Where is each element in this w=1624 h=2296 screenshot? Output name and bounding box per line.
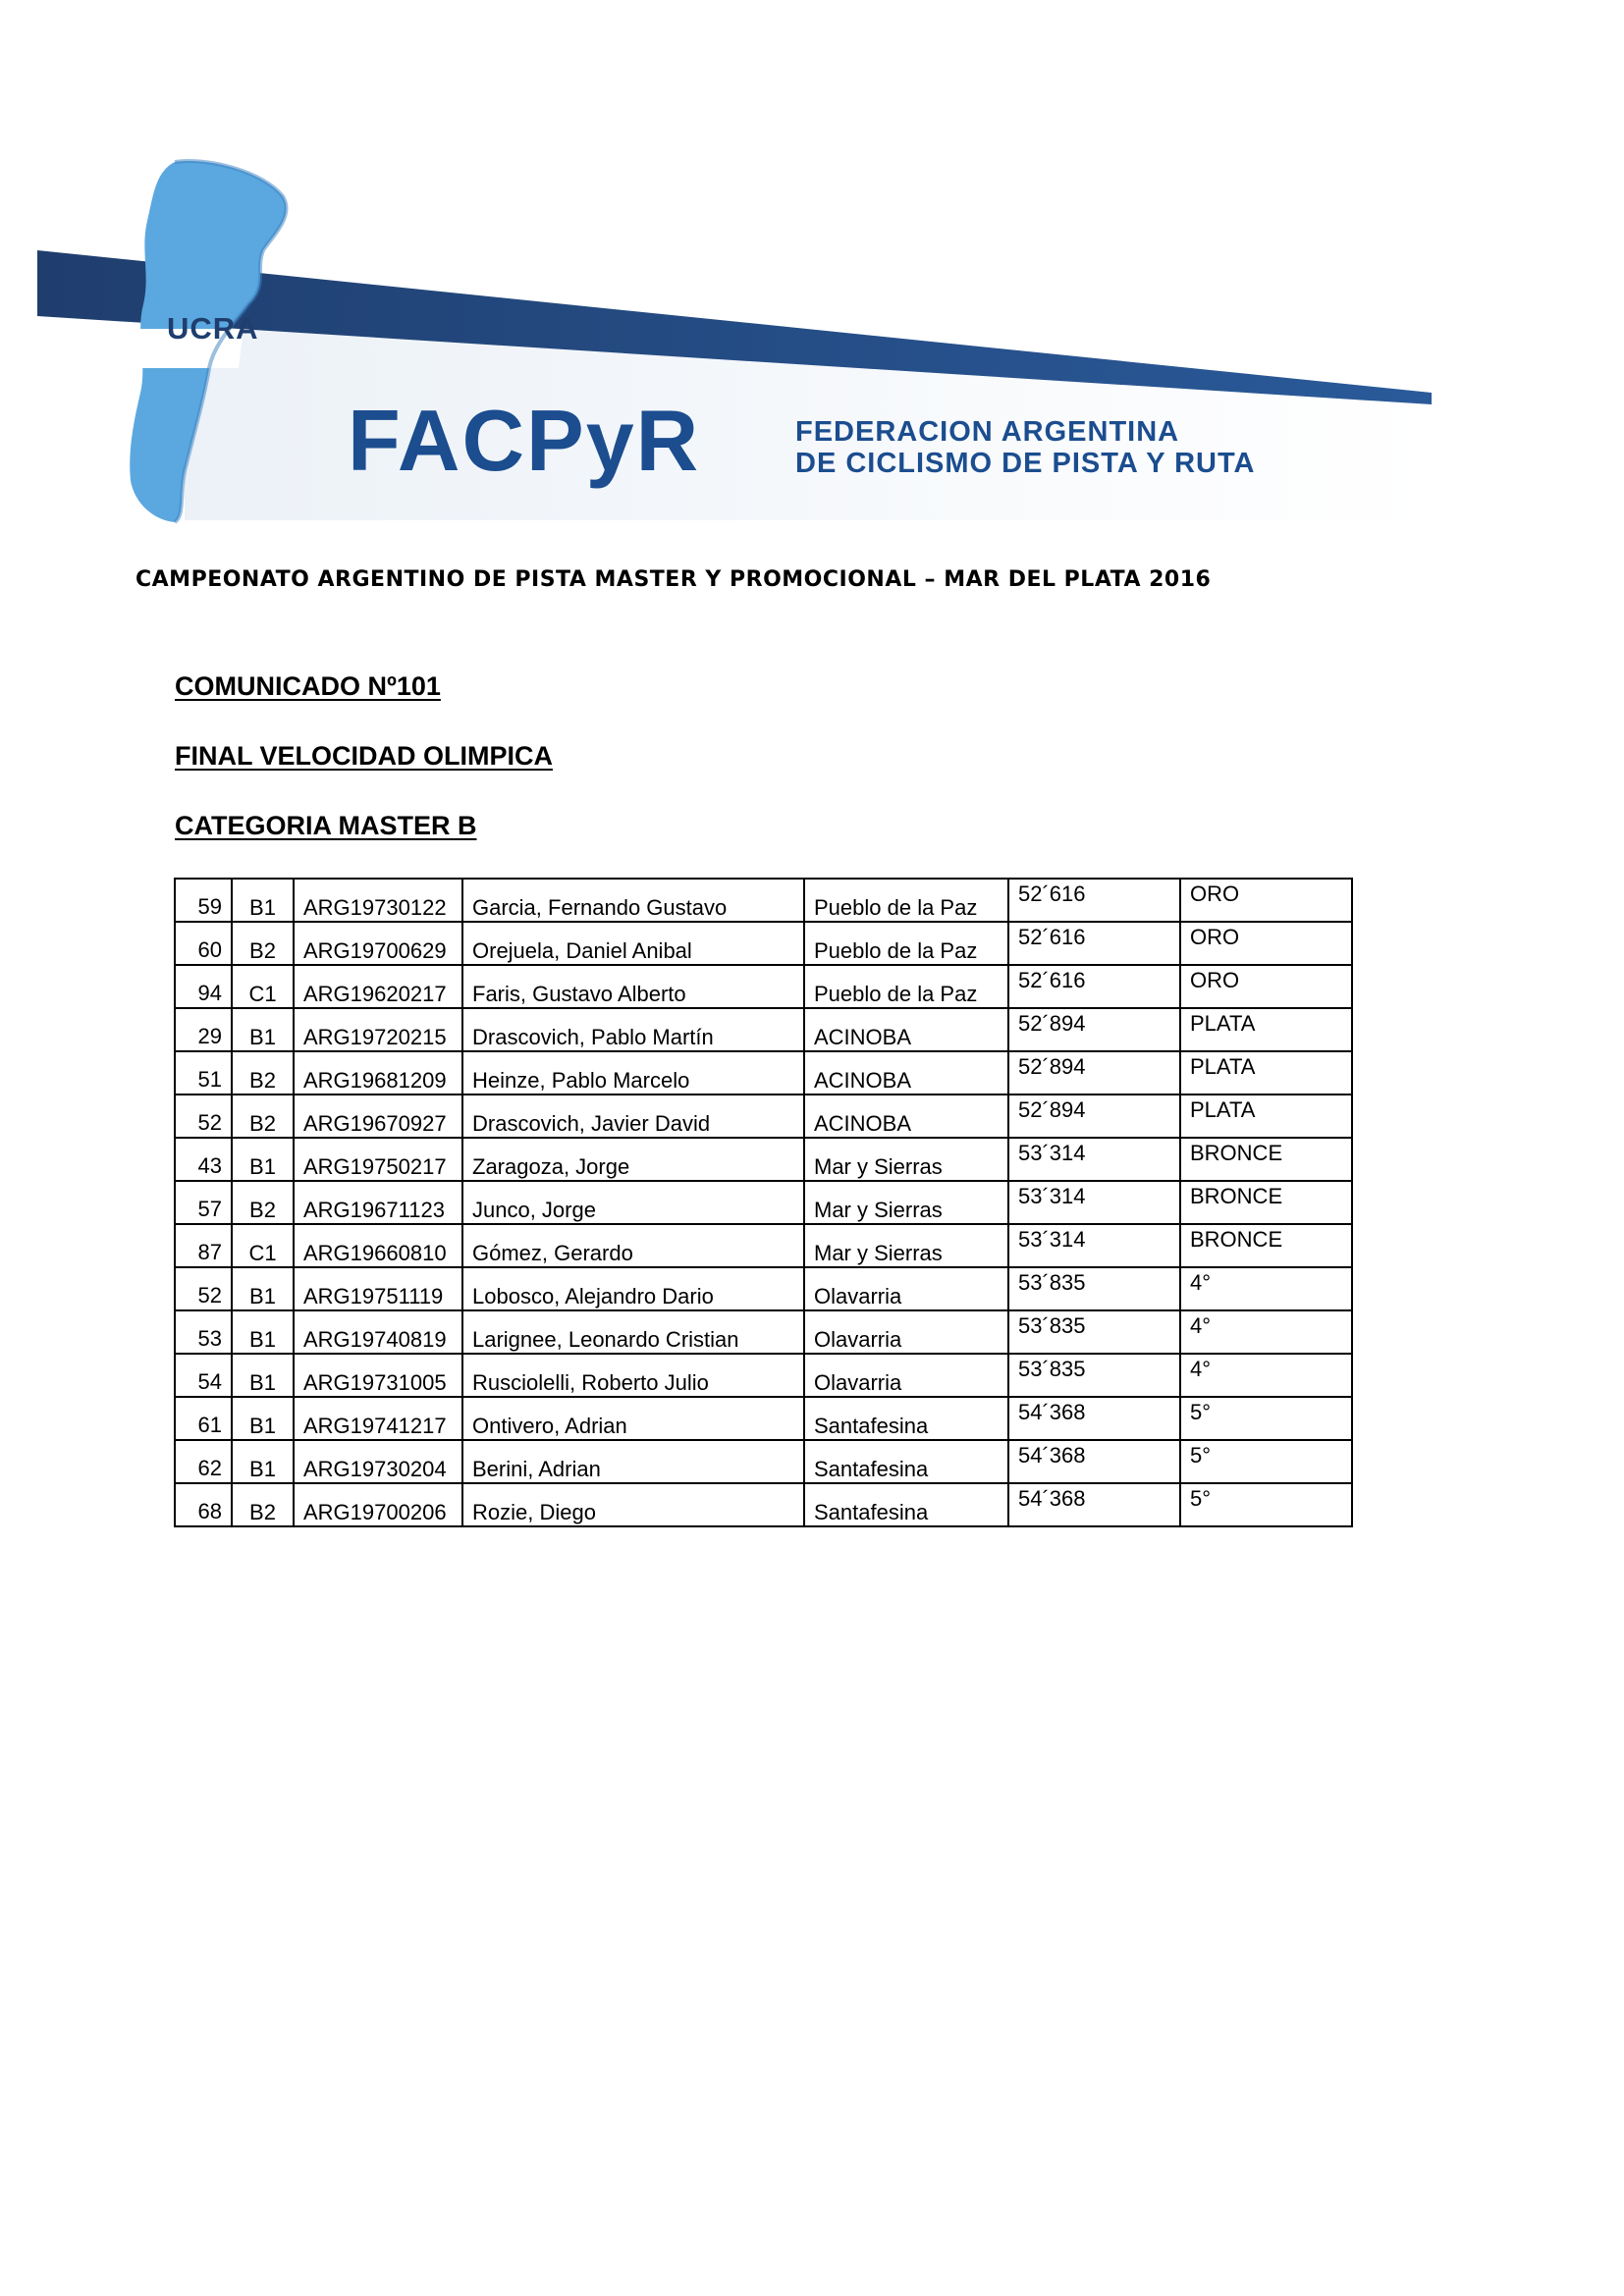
category: B2 [249, 1500, 276, 1524]
placement: ORO [1190, 968, 1240, 992]
table-row [175, 1267, 1352, 1310]
placement: BRONCE [1190, 1184, 1283, 1208]
club: ACINOBA [814, 1111, 912, 1136]
license: ARG19751119 [303, 1284, 444, 1308]
license: ARG19620217 [303, 982, 447, 1006]
placement-cell [1180, 1224, 1352, 1267]
placement: PLATA [1190, 1011, 1256, 1036]
club-cell [804, 1181, 1008, 1224]
license: ARG19730122 [303, 895, 447, 920]
time-cell [1008, 1181, 1180, 1224]
category-cell [232, 1310, 294, 1354]
rider-name: Berini, Adrian [472, 1457, 601, 1481]
time-cell [1008, 965, 1180, 1008]
time: 54´368 [1018, 1486, 1086, 1511]
club: Mar y Sierras [814, 1241, 943, 1265]
license: ARG19681209 [303, 1068, 447, 1093]
rider-name: Larignee, Leonardo Cristian [472, 1327, 739, 1352]
club: Mar y Sierras [814, 1198, 943, 1222]
license-cell [294, 1483, 462, 1526]
club: ACINOBA [814, 1025, 912, 1049]
rider-name-cell [462, 922, 804, 965]
club: Mar y Sierras [814, 1154, 943, 1179]
time: 53´835 [1018, 1357, 1086, 1381]
category: B1 [249, 1370, 276, 1395]
table-row [175, 1440, 1352, 1483]
time-cell [1008, 1051, 1180, 1095]
placement-cell [1180, 1397, 1352, 1440]
table-row [175, 1224, 1352, 1267]
table-row [175, 922, 1352, 965]
time: 53´835 [1018, 1270, 1086, 1295]
table-row [175, 1310, 1352, 1354]
categoria-heading: CATEGORIA MASTER B [175, 811, 477, 840]
time-cell [1008, 1483, 1180, 1526]
placement-cell [1180, 965, 1352, 1008]
category-cell [232, 1440, 294, 1483]
club-cell [804, 1008, 1008, 1051]
category: B1 [249, 1327, 276, 1352]
category: B1 [249, 1457, 276, 1481]
logo-fed-line1: FEDERACION ARGENTINA [795, 416, 1180, 448]
license-cell [294, 1354, 462, 1397]
time: 52´894 [1018, 1097, 1086, 1122]
category-cell [232, 1051, 294, 1095]
bib-number-cell [175, 1483, 232, 1526]
club-cell [804, 1397, 1008, 1440]
results-table [174, 878, 1353, 1527]
table-row [175, 1181, 1352, 1224]
rider-name: Orejuela, Daniel Anibal [472, 938, 692, 963]
rider-name: Drascovich, Pablo Martín [472, 1025, 714, 1049]
placement: 5° [1190, 1443, 1212, 1468]
rider-name: Drascovich, Javier David [472, 1111, 711, 1136]
placement: 5° [1190, 1400, 1212, 1424]
rider-name-cell [462, 1095, 804, 1138]
placement: 5° [1190, 1486, 1212, 1511]
bib-number: 53 [197, 1326, 222, 1351]
logo-federation-name [795, 416, 1256, 479]
bib-number-cell [175, 922, 232, 965]
table-row [175, 1483, 1352, 1526]
license-cell [294, 1397, 462, 1440]
bib-number: 54 [197, 1369, 222, 1394]
category-cell [232, 1095, 294, 1138]
time-cell [1008, 1310, 1180, 1354]
club-cell [804, 1267, 1008, 1310]
rider-name: Faris, Gustavo Alberto [472, 982, 686, 1006]
category: C1 [248, 1241, 277, 1265]
table-row [175, 1008, 1352, 1051]
category-cell [232, 1138, 294, 1181]
bib-number: 59 [197, 894, 222, 919]
bib-number-cell [175, 1008, 232, 1051]
placement: PLATA [1190, 1054, 1256, 1079]
rider-name-cell [462, 1267, 804, 1310]
category: B2 [249, 1111, 276, 1136]
license: ARG19671123 [303, 1198, 445, 1222]
club-cell [804, 1354, 1008, 1397]
rider-name: Rusciolelli, Roberto Julio [472, 1370, 709, 1395]
bib-number: 51 [197, 1067, 222, 1092]
category: B1 [249, 1025, 276, 1049]
license-cell [294, 922, 462, 965]
license-cell [294, 1051, 462, 1095]
bib-number-cell [175, 1224, 232, 1267]
placement-cell [1180, 1267, 1352, 1310]
time-cell [1008, 1267, 1180, 1310]
time: 52´894 [1018, 1054, 1086, 1079]
placement: ORO [1190, 881, 1240, 906]
bib-number: 94 [197, 981, 222, 1005]
club: Pueblo de la Paz [814, 982, 978, 1006]
bib-number-cell [175, 1267, 232, 1310]
category-cell [232, 1224, 294, 1267]
license: ARG19670927 [303, 1111, 447, 1136]
placement-cell [1180, 922, 1352, 965]
time: 52´616 [1018, 881, 1086, 906]
time: 52´894 [1018, 1011, 1086, 1036]
bib-number: 29 [197, 1024, 222, 1048]
placement-cell [1180, 1095, 1352, 1138]
license-cell [294, 1138, 462, 1181]
club: Santafesina [814, 1457, 929, 1481]
category: B1 [249, 1414, 276, 1438]
placement-cell [1180, 1354, 1352, 1397]
time-cell [1008, 879, 1180, 922]
club: Olavarria [814, 1370, 902, 1395]
bib-number: 62 [197, 1456, 222, 1480]
license: ARG19750217 [303, 1154, 447, 1179]
rider-name: Garcia, Fernando Gustavo [472, 895, 728, 920]
event-title: CAMPEONATO ARGENTINO DE PISTA MASTER Y PROMOCIONAL – MAR DEL PLATA 2016 [135, 567, 1212, 592]
time-cell [1008, 1095, 1180, 1138]
time: 52´616 [1018, 968, 1086, 992]
license-cell [294, 1267, 462, 1310]
bib-number-cell [175, 1138, 232, 1181]
category: B2 [249, 1068, 276, 1093]
rider-name-cell [462, 1397, 804, 1440]
time: 52´616 [1018, 925, 1086, 949]
bib-number-cell [175, 879, 232, 922]
category: B1 [249, 895, 276, 920]
rider-name: Zaragoza, Jorge [472, 1154, 630, 1179]
rider-name-cell [462, 1310, 804, 1354]
category-cell [232, 1181, 294, 1224]
rider-name-cell [462, 1483, 804, 1526]
club-cell [804, 1483, 1008, 1526]
bib-number-cell [175, 1397, 232, 1440]
club: ACINOBA [814, 1068, 912, 1093]
time: 53´314 [1018, 1227, 1086, 1252]
club: Santafesina [814, 1500, 929, 1524]
club: Pueblo de la Paz [814, 895, 978, 920]
rider-name-cell [462, 1051, 804, 1095]
rider-name-cell [462, 1138, 804, 1181]
placement: 4° [1190, 1313, 1212, 1338]
bib-number: 43 [197, 1153, 222, 1178]
bib-number: 87 [197, 1240, 222, 1264]
time-cell [1008, 1354, 1180, 1397]
comunicado-heading: COMUNICADO Nº101 [175, 671, 441, 701]
club: Olavarria [814, 1284, 902, 1308]
license-cell [294, 1181, 462, 1224]
license: ARG19700629 [303, 938, 447, 963]
placement: BRONCE [1190, 1141, 1283, 1165]
category-cell [232, 1483, 294, 1526]
table-row [175, 879, 1352, 922]
logo-facpyr-text: FACPyR [348, 392, 701, 489]
placement-cell [1180, 1483, 1352, 1526]
bib-number: 60 [197, 937, 222, 962]
club-cell [804, 1138, 1008, 1181]
category: C1 [248, 982, 277, 1006]
category-cell [232, 922, 294, 965]
table-row [175, 965, 1352, 1008]
bib-number-cell [175, 1440, 232, 1483]
rider-name-cell [462, 965, 804, 1008]
rider-name: Gómez, Gerardo [472, 1241, 633, 1265]
results-body [175, 879, 1352, 1526]
category-cell [232, 1008, 294, 1051]
category-cell [232, 1354, 294, 1397]
rider-name-cell [462, 1008, 804, 1051]
table-row [175, 1095, 1352, 1138]
license-cell [294, 1310, 462, 1354]
license: ARG19740819 [303, 1327, 447, 1352]
placement-cell [1180, 1008, 1352, 1051]
license: ARG19700206 [303, 1500, 447, 1524]
time: 53´835 [1018, 1313, 1086, 1338]
license-cell [294, 1440, 462, 1483]
time-cell [1008, 1008, 1180, 1051]
bib-number: 68 [197, 1499, 222, 1523]
bib-number: 52 [197, 1110, 222, 1135]
placement-cell [1180, 879, 1352, 922]
placement-cell [1180, 1051, 1352, 1095]
table-row [175, 1138, 1352, 1181]
category-cell [232, 879, 294, 922]
bib-number-cell [175, 1310, 232, 1354]
rider-name-cell [462, 1181, 804, 1224]
time: 54´368 [1018, 1400, 1086, 1424]
bib-number-cell [175, 1095, 232, 1138]
placement-cell [1180, 1181, 1352, 1224]
category-cell [232, 1267, 294, 1310]
license: ARG19720215 [303, 1025, 447, 1049]
rider-name-cell [462, 1224, 804, 1267]
bib-number-cell [175, 1181, 232, 1224]
placement-cell [1180, 1440, 1352, 1483]
placement: BRONCE [1190, 1227, 1283, 1252]
table-row [175, 1397, 1352, 1440]
bib-number-cell [175, 965, 232, 1008]
license-cell [294, 965, 462, 1008]
club-cell [804, 879, 1008, 922]
license: ARG19730204 [303, 1457, 447, 1481]
license: ARG19741217 [303, 1414, 447, 1438]
license: ARG19731005 [303, 1370, 447, 1395]
rider-name: Heinze, Pablo Marcelo [472, 1068, 690, 1093]
rider-name-cell [462, 1440, 804, 1483]
time: 53´314 [1018, 1141, 1086, 1165]
rider-name: Junco, Jorge [472, 1198, 596, 1222]
time: 53´314 [1018, 1184, 1086, 1208]
time: 54´368 [1018, 1443, 1086, 1468]
license: ARG19660810 [303, 1241, 447, 1265]
placement-cell [1180, 1138, 1352, 1181]
placement-cell [1180, 1310, 1352, 1354]
license-cell [294, 1095, 462, 1138]
bib-number-cell [175, 1051, 232, 1095]
table-row [175, 1051, 1352, 1095]
license-cell [294, 1008, 462, 1051]
placement: 4° [1190, 1270, 1212, 1295]
table-row [175, 1354, 1352, 1397]
logo-fed-line2: DE CICLISMO DE PISTA Y RUTA [795, 448, 1256, 479]
rider-name: Rozie, Diego [472, 1500, 596, 1524]
bib-number: 52 [197, 1283, 222, 1308]
rider-name: Lobosco, Alejandro Dario [472, 1284, 714, 1308]
time-cell [1008, 1224, 1180, 1267]
rider-name-cell [462, 879, 804, 922]
logo-ucra-text: UCRA [167, 311, 259, 346]
club-cell [804, 1095, 1008, 1138]
club-cell [804, 922, 1008, 965]
club: Pueblo de la Paz [814, 938, 978, 963]
time-cell [1008, 1397, 1180, 1440]
time-cell [1008, 1440, 1180, 1483]
category-cell [232, 1397, 294, 1440]
bib-number-cell [175, 1354, 232, 1397]
club-cell [804, 1224, 1008, 1267]
club-cell [804, 1440, 1008, 1483]
placement: 4° [1190, 1357, 1212, 1381]
rider-name-cell [462, 1354, 804, 1397]
club-cell [804, 965, 1008, 1008]
license-cell [294, 879, 462, 922]
club: Santafesina [814, 1414, 929, 1438]
category: B2 [249, 938, 276, 963]
bib-number: 57 [197, 1197, 222, 1221]
category-cell [232, 965, 294, 1008]
time-cell [1008, 1138, 1180, 1181]
time-cell [1008, 922, 1180, 965]
club-cell [804, 1051, 1008, 1095]
club: Olavarria [814, 1327, 902, 1352]
placement: ORO [1190, 925, 1240, 949]
bib-number: 61 [197, 1413, 222, 1437]
placement: PLATA [1190, 1097, 1256, 1122]
club-cell [804, 1310, 1008, 1354]
category: B1 [249, 1154, 276, 1179]
category: B1 [249, 1284, 276, 1308]
category: B2 [249, 1198, 276, 1222]
final-heading: FINAL VELOCIDAD OLIMPICA [175, 741, 554, 771]
license-cell [294, 1224, 462, 1267]
rider-name: Ontivero, Adrian [472, 1414, 627, 1438]
